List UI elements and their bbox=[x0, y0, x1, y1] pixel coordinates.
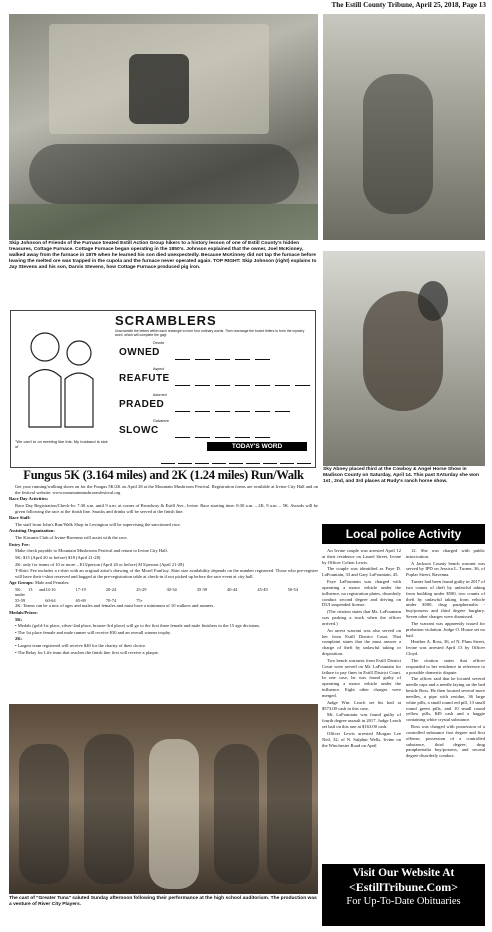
puzzle-row: Aspect REAFUTE bbox=[115, 367, 315, 393]
puzzle-row: Adorned PRADED bbox=[115, 393, 315, 419]
horse-photo-caption: Sky Abney placed third at the Cowboy & Angel Horse Show in Madison County on Saturday, April 14. This past SAturday she won 1st , 2nd, and 3rd places at Rudy's ranch horse show. bbox=[323, 467, 479, 484]
puzzle-row: Devote OWNED bbox=[115, 341, 315, 367]
puzzle-instructions: Unscramble the letters within each rectangle to form four ordinary words. Then rearrange the boxed letters to form the mystery word, which will complete the gag! bbox=[115, 329, 305, 338]
puzzle-title: SCRAMBLERS bbox=[115, 313, 217, 328]
police-column-1: An Irvine couple was arrested April 12 at their residence on Laurel Street, Irvine by Officer Colton Lewis. The couple was identified as Faye D. LaFountain, 33 and Gary LaFountain, 45. Faye LaFountain was charged with operating a motor vehicle under the influence, no registration plates, disorderly conduct second degree and driving on DUI suspended license. (The citation states that Ms. LaFountain was parking a truck when the officer arrived.) An arrest warrant was also served on her from Estill District Court. That complaint states that the must answer a charge of theft by unlawful taking or disposition. Two bench warrants from Estill District Court were served on Mr. LaFountain for failure to pay fines in Estill District Court. In one case, he was found guilty of operating a motor vehicle under the influence. Eight other charges were merged. Judge Wm. Leach set his bail at $573.00 cash in this case. Mr. LaFountain was found guilty of fourth degree assault in 2017. Judge Leach set bail on this one at $163.00 cash. Officer Lewis arrested Morgan Lee Neil, 32, of N. Sulphur Wells, Irvine on the Winchester Road on April bbox=[322, 548, 401, 748]
scrambled-word: OWNED bbox=[119, 347, 160, 358]
todays-word-label: TODAY'S WORD bbox=[207, 442, 307, 451]
age-groups-grid: 5K: 13 and under 14-16 17-19 20-24 25-29 30-34 35-39 40-44 45-49 50-54 55-59 60-64 65-69 70-74 75+ bbox=[15, 587, 298, 603]
masthead: The Estill County Tribune, April 25, 2018, Page 13 bbox=[331, 1, 486, 9]
furnace-group-photo bbox=[9, 14, 318, 240]
cartoon-illustration bbox=[15, 317, 107, 437]
greater-tuna-cast-photo bbox=[9, 704, 318, 894]
puzzle-row: Galvanize SLOWC bbox=[115, 419, 315, 445]
hiker-photo bbox=[323, 14, 485, 240]
promo-line-3: For Up-To-Date Obituaries bbox=[346, 896, 461, 907]
police-activity-banner: Local police Activity bbox=[322, 524, 485, 544]
puzzle-word-list bbox=[115, 341, 315, 445]
scrambled-word: REAFUTE bbox=[119, 373, 170, 384]
scramblers-puzzle bbox=[10, 310, 316, 468]
scrambled-word: SLOWC bbox=[119, 425, 159, 436]
website-promo-box[interactable] bbox=[322, 864, 485, 926]
cast-photo-caption: The cast of "Greater Tuna" saluted Sunday afternoon following their performance at the high school auditorium. The production was a venture of River City Players. bbox=[9, 896, 317, 907]
puzzle-quote: "We can't to on meeting like this. My husband is sick of bbox=[15, 439, 108, 450]
scrambled-word: PRADED bbox=[119, 399, 165, 410]
answer-blanks[interactable] bbox=[175, 377, 310, 386]
furnace-photo-caption: Skip Johnson of Friends of the Furnace treated Estill Action Group hikers to a history lesson of one of Estill County's hidden treasures, Cottage Furnace. Cottage Furnace began operating in the 1850's. Johnson explained that the owner, Joel McKinney, walked away from the furnace in 1879 when he learned his son died unexpectedly. Because McKinney did not tap the furnace before leaving the melted ore was trapped in the cupola and the furnace never operated again. TOP RIGHT: Skip Johnson (right) explains to Jay Stevens and his son, Darvis Stevens, how Cottage Furnace produced pig iron. bbox=[9, 241, 317, 270]
fungus-headline: Fungus 5K (3.164 miles) and 2K (1.24 miles) Run/Walk bbox=[23, 468, 304, 482]
horse-photo bbox=[323, 251, 485, 466]
answer-blanks[interactable] bbox=[175, 351, 270, 360]
promo-line-1: Visit Our Website At bbox=[352, 867, 455, 879]
answer-blanks[interactable] bbox=[175, 403, 290, 412]
website-link[interactable]: <EstillTribune.Com> bbox=[348, 880, 459, 894]
police-column-2: 12. She was charged with public intoxication. A Jackson County bench warrant was served by IPD on Jessica L. Turner, 36, of Poplar Street, Ravenna. Turner had been found guilty in 2017 of two counts of theft by unlawful taking from building under $500, two counts of theft by unlawful taking from vehicle under $500, drug paraphernalia - buy/possess and third degree burglary. Seven other charges were dismissed. The warrant was apparently issued for probation violation. Judge O. House set no bail. Heather A. Ross, 36, of N. Plum Street, Irvine was arrested April 13 by Officer Cloyd. The citation states that officer responded to her residence in reference to a possible domestic dispute. The officer said that he located several needle caps and a needle laying on the bed beside Ross. He then located several more needles, a pipe with residue, 36 large white pills, a small round red pill, 13 small round green pills, and 10 small round yellow pills, $49 cash and a baggie containing white crystal substance. Ross was charged with possession of a controlled substance first degree and first offense, possession of a controlled substance, third degree, drug paraphernalia buy/possess, and second degree disorderly conduct. bbox=[406, 548, 485, 759]
todays-word-blanks[interactable] bbox=[161, 456, 311, 464]
answer-blanks[interactable] bbox=[175, 429, 270, 438]
fungus-article: Get your running/walking shoes on for the Fungus 5K/2K on April 28 at the Mountain Mushroom Festival. Registration forms are available at Irvine City Hall and on the festival website: www.mountainmushroomfestival.org Race Day Activities: Race Day Registration/Check-In: 7:30 a.m. until 9 a.m. at corner of Broadway & Estill Ave., Irvine. Race starting time: 8:30 a.m. – 2K. 9 a.m. – 5K. Awards will be given following the race at the finish line. Snacks and drinks will be served at the finish line. Race Staff: The staff from John's Run/Walk Shop in Lexington will be supervising the sanctioned race. Assisting Organization: The Kiwanis Club of Irvine-Ravenna will assist with the race. Entry Fee: Make check payable to Mountain Mushroom Festival and return to Irvine City Hall. 5K: $15 (April 20 or before) $18 (April 21-28) 2K: only for teams of 10 or more – $13/person (April 20 or before) $15/person (April 21-28) T-Shirt: Fee includes a t-shirt with an original artist's drawing of the Morel FunGuy. Shirt size availability depends on the number registered. Those who pre-register will have their t-shirt reserved and bagged at the pre-registration table at check-in if not picked up before the race event at city hall. Age Groups: Male and Females: 5K: 13 and under 14-16 17-19 20-24 25-29 30-34 35-39 40-44 45-49 50-54 55-59 60-64 65-69 70-74 75+ 2K: Teams can be a mix of ages and males and females and must have a minimum of 10 walkers and runners. Medals/Prizes: 5K: • Medals (gold-1st place, silver-2nd place, bronze-3rd place) will go to the first three female and male finishers in the 15 age divisions. • The 1st place female and male runner will receive $30 and an overall winner trophy. 2K: • Largest team registered will receive $40 for the charity of their choice. • The Relay for Life team that reaches the finish line first will receive a plaque. bbox=[9, 484, 318, 655]
